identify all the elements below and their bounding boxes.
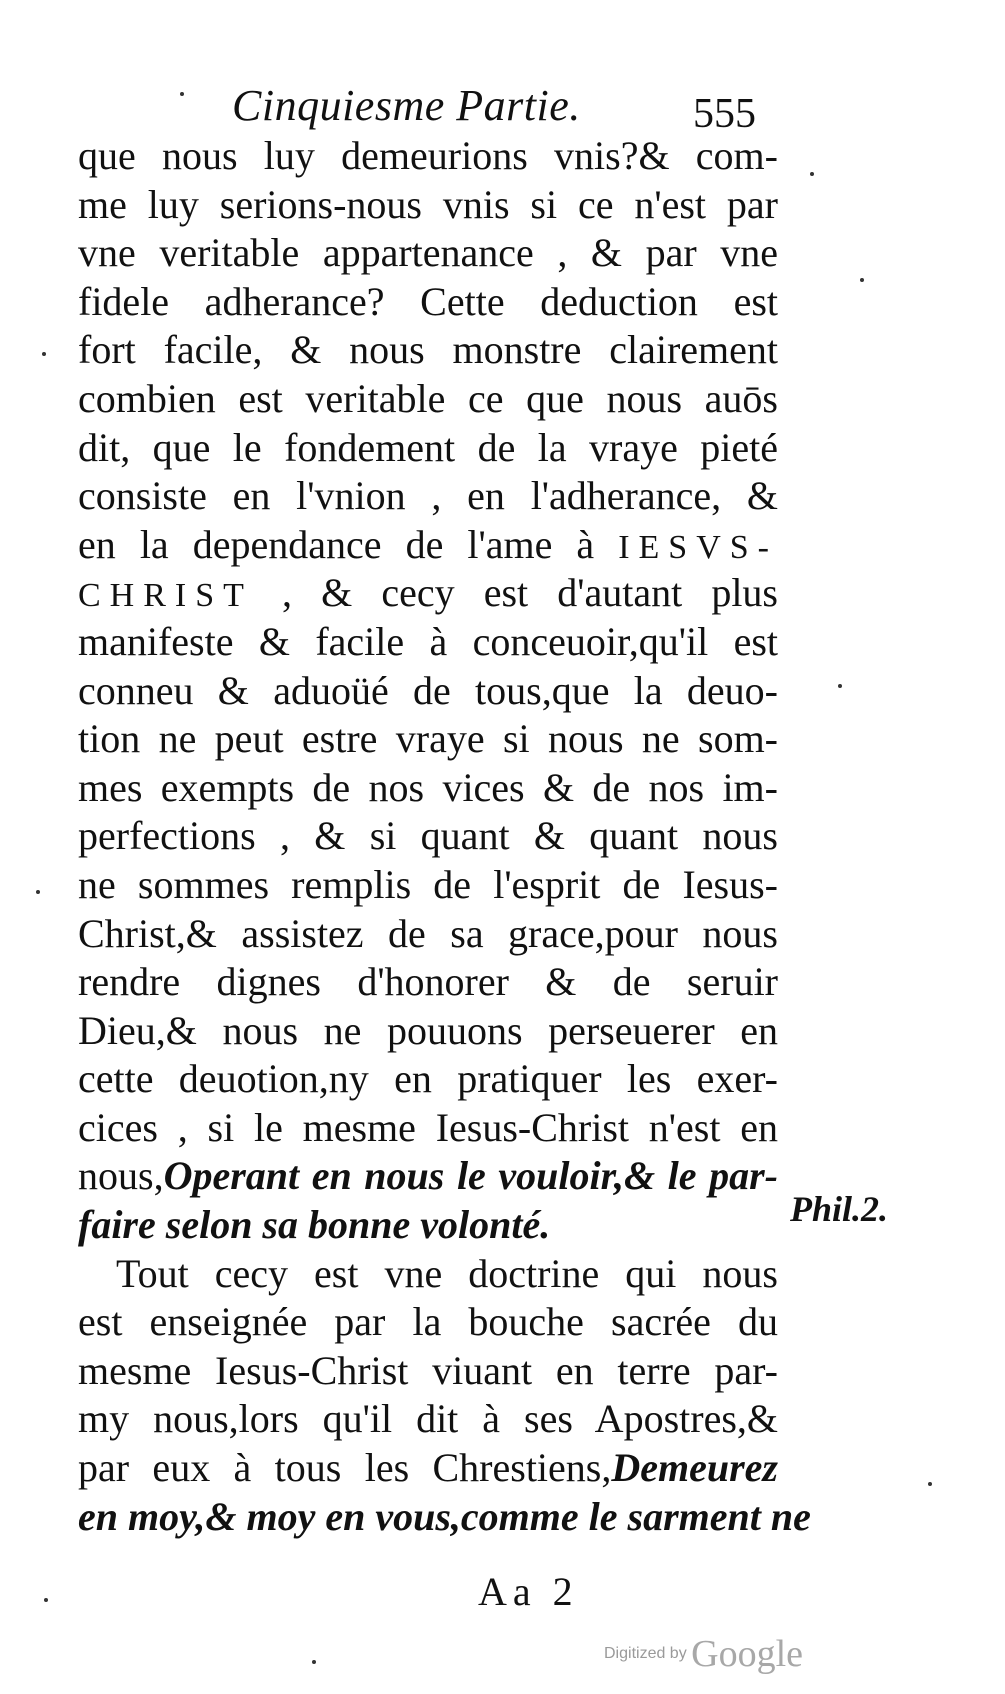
line-segment: cette deuotion,ny en pratiquer les exer- [78,1056,778,1102]
text-line [78,181,778,230]
text-line [78,861,778,910]
text-line [78,618,778,667]
digitized-watermark [604,1634,803,1674]
line-segment: perfections , & si quant & quant nous [78,813,778,859]
line-segment: CHRIST [78,577,253,615]
scan-speck [180,92,184,96]
text-line [78,1055,778,1104]
text-line [78,715,778,764]
line-segment: mes exempts de nos vices & de nos im- [78,764,778,810]
text-line [78,958,778,1007]
line-segment: consiste en l'vnion , en l'adherance, & [78,473,778,519]
line-segment: faire selon sa bonne volonté. [78,1202,551,1248]
text-line [78,472,778,521]
line-segment: fort facile, & nous monstre clairement [78,327,778,373]
scan-speck [312,1660,316,1664]
line-segment: mesme Iesus-Christ viuant en terre par- [78,1347,778,1393]
text-line [78,764,778,813]
line-segment: Christ,& assistez de sa grace,pour nous [78,910,778,956]
line-segment: nous, [78,1153,164,1199]
line-segment: Demeurez [611,1445,778,1491]
text-line [78,1298,778,1347]
scan-speck [42,352,46,356]
line-segment: est enseignée par la bouche sacrée du [78,1299,778,1345]
line-segment: rendre dignes d'honorer & de seruir [78,959,778,1005]
text-line [78,1250,778,1299]
text-line [78,375,778,424]
line-segment: , & cecy est d'autant plus [252,570,778,616]
text-line [78,229,778,278]
line-segment: Tout cecy est vne doctrine qui nous [116,1250,778,1296]
text-line [78,812,778,861]
text-line [78,1152,778,1201]
signature-mark: Aa 2 [478,1569,579,1614]
line-segment: Dieu,& nous ne pouuons perseuerer en [78,1007,778,1053]
line-segment: vne veritable appartenance , & par vne [78,230,778,276]
line-segment: me luy serions-nous vnis si ce n'est par [78,181,778,227]
scan-speck [810,172,814,176]
text-line [78,1347,778,1396]
body-text [78,132,811,1541]
line-segment: IESVS- [618,528,778,566]
line-segment: fidele adherance? Cette deduction est [78,278,778,324]
running-title: Cinquiesme Partie. [232,81,581,130]
line-segment: en moy,& moy en vous,comme le sarment ne [78,1493,811,1539]
line-segment: combien est veritable ce que nous auōs [78,375,778,421]
margin-note: Phil.2. [790,1189,889,1229]
line-segment: cices , si le mesme Iesus-Christ n'est en [78,1104,778,1150]
scan-speck [838,684,842,688]
text-line [78,667,778,716]
page-number: 555 [693,91,756,137]
line-segment: my nous,lors qu'il dit à ses Apostres,& [78,1396,778,1442]
line-segment: en la dependance de l'ame à [78,521,619,567]
text-line [78,326,778,375]
line-segment: Operant en nous le vouloir,& le par- [163,1153,778,1199]
line-segment: par eux à tous les Chrestiens, [78,1445,612,1491]
text-line [78,1395,778,1444]
text-line [78,1104,778,1153]
line-segment: conneu & aduoüé de tous,que la deuo- [78,667,778,713]
line-segment: manifeste & facile à conceuoir,qu'il est [78,618,778,664]
line-segment: dit, que le fondement de la vraye pieté [78,424,778,470]
watermark-brand: Google [691,1633,804,1675]
line-segment: ne sommes remplis de l'esprit de Iesus- [78,861,778,907]
text-line [78,521,778,570]
text-line [78,910,778,959]
text-line [78,132,778,181]
text-line [78,569,778,618]
text-line [78,1444,778,1493]
text-line [78,1007,778,1056]
text-line [78,1201,778,1250]
text-line [78,278,778,327]
line-segment: tion ne peut estre vraye si nous ne som- [78,716,778,762]
line-segment: que nous luy demeurions vnis?& com- [78,133,778,178]
watermark-prefix: Digitized by [604,1645,687,1663]
scan-speck [36,890,40,894]
text-line [78,1493,811,1542]
scan-speck [44,1598,48,1602]
scan-speck [928,1482,932,1486]
text-line [78,424,778,473]
scan-speck [860,278,864,282]
